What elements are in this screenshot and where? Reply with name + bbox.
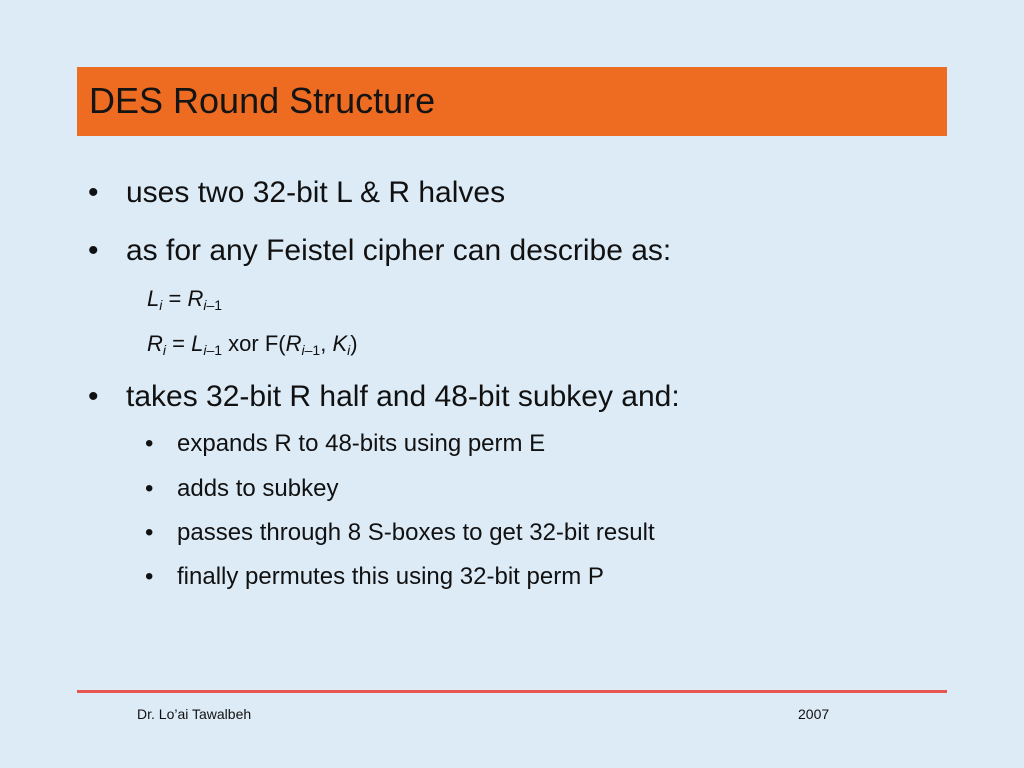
eq-sign: =	[166, 331, 192, 356]
eq-sub-rest: –1	[304, 342, 321, 358]
bullet-dot: •	[88, 234, 99, 267]
sub-bullet-text: adds to subkey	[177, 475, 339, 502]
eq-sub: i	[162, 342, 167, 358]
bullet-text: as for any Feistel cipher can describe as:	[126, 234, 672, 267]
eq-var: L	[191, 331, 204, 356]
eq-sub-rest: –1	[206, 297, 223, 313]
footer-divider	[77, 690, 947, 693]
eq-xor-text: xor F(	[222, 331, 286, 356]
eq-var: L	[147, 286, 160, 311]
bullet-dot: •	[145, 475, 154, 502]
equation-left-half	[147, 286, 222, 312]
sub-bullet-text: passes through 8 S-boxes to get 32-bit result	[177, 519, 655, 546]
eq-sub: i	[347, 342, 351, 358]
eq-close-paren: )	[350, 331, 358, 356]
footer-author: Dr. Lo’ai Tawalbeh	[137, 706, 252, 722]
eq-var: K	[332, 331, 348, 356]
eq-comma: ,	[320, 331, 333, 356]
bullet-text: takes 32-bit R half and 48-bit subkey and:	[126, 380, 680, 413]
sub-bullet-text: expands R to 48-bits using perm E	[177, 430, 546, 457]
eq-sub: i	[203, 297, 207, 313]
bullet-dot: •	[145, 430, 154, 457]
eq-sign: =	[162, 286, 188, 311]
sub-bullet-text: finally permutes this using 32-bit perm P	[177, 563, 604, 590]
eq-sub: i	[159, 297, 163, 313]
bullet-dot: •	[145, 563, 154, 590]
title-bar	[77, 67, 947, 136]
footer-year: 2007	[798, 706, 830, 722]
eq-sub: i	[301, 342, 305, 358]
eq-var: R	[285, 331, 302, 356]
bullet-dot: •	[145, 519, 154, 546]
bullet-text: uses two 32-bit L & R halves	[126, 176, 506, 209]
bullet-dot: •	[88, 176, 99, 209]
eq-var: R	[187, 286, 204, 311]
eq-sub-rest: –1	[206, 342, 223, 358]
eq-var: R	[147, 331, 163, 356]
bullet-dot: •	[88, 380, 99, 413]
eq-sub: i	[203, 342, 207, 358]
equation-right-half	[147, 331, 358, 357]
slide-title: DES Round Structure	[89, 80, 436, 121]
